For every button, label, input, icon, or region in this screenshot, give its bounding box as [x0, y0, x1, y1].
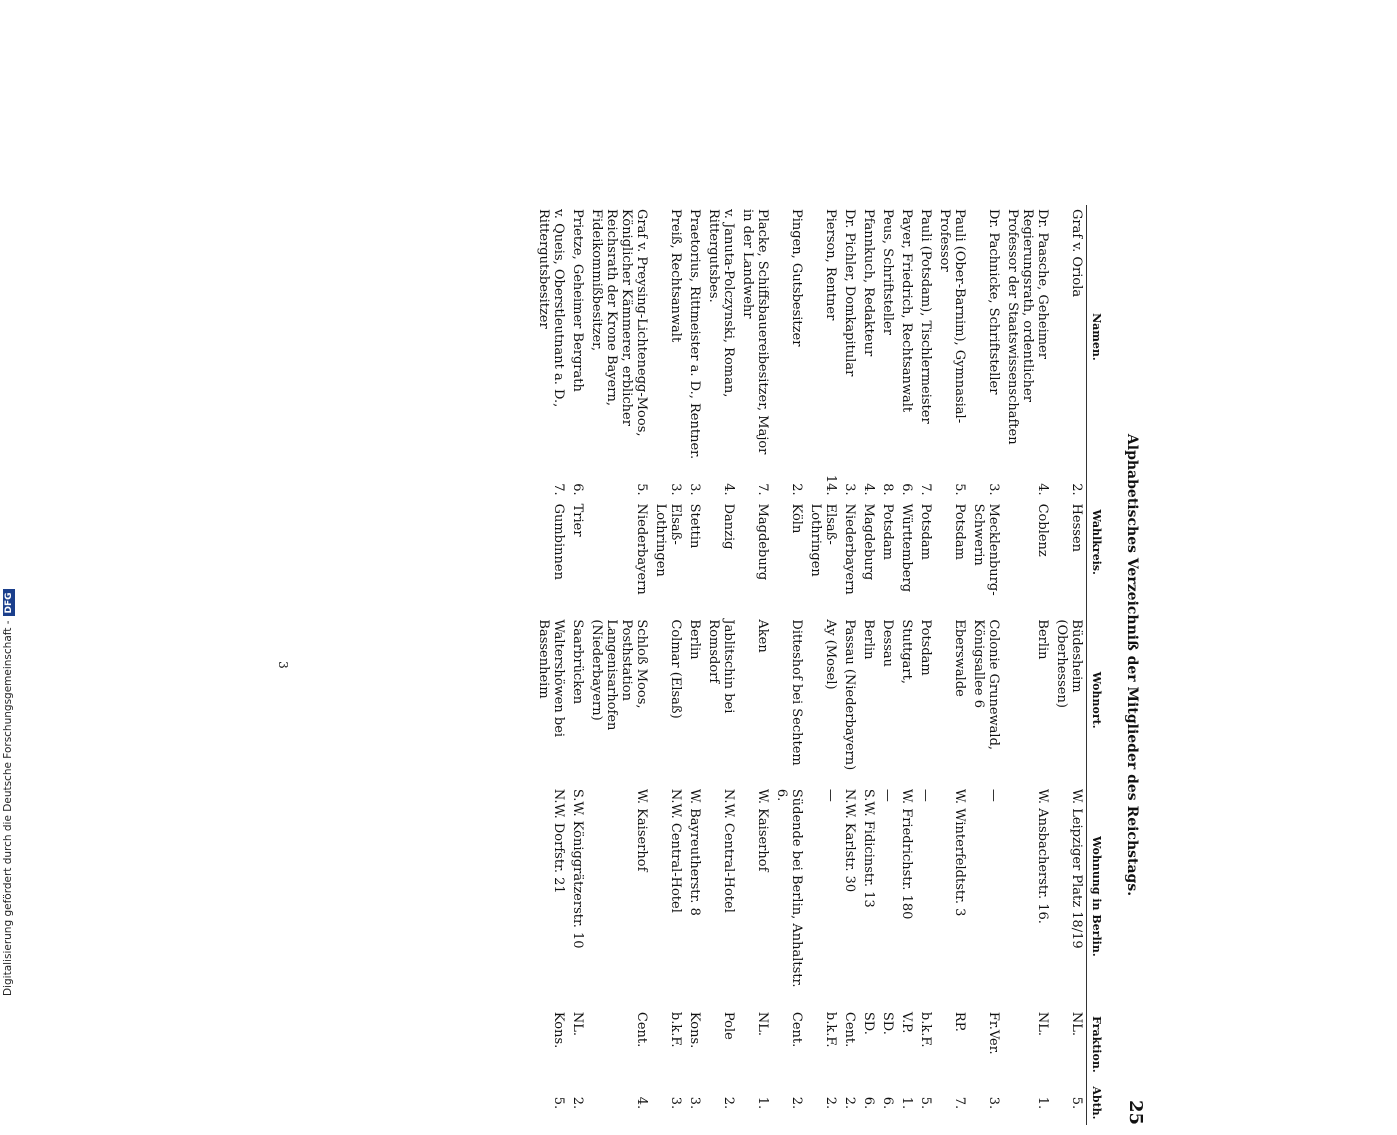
wahlkreis: Elsaß-Lothringen [808, 503, 838, 577]
abtheilung: 5. [918, 1096, 933, 1110]
fraktion: Cent. [789, 1011, 804, 1048]
member-name: Pfannkuch, Redakteur [861, 209, 876, 357]
member-name: Peus, Schriftsteller [880, 209, 895, 335]
abtheilung: 1. [755, 1096, 770, 1110]
member-name: Pauli (Potsdam), Tischlermeister [918, 209, 933, 424]
wohnort: Colmar (Elsaß) [668, 619, 683, 719]
wahlkreis: Gumbinnen [551, 503, 566, 580]
berlin-address: Südende bei Berlin, Anhaltstr. 6. [774, 788, 804, 988]
fraktion: Fr.Ver. [986, 1011, 1001, 1055]
wahlkreis-number: 2. [1069, 483, 1084, 496]
wahlkreis-number: 14. [823, 474, 838, 496]
berlin-address: N.W. Dorfstr. 21 [551, 788, 566, 894]
wohnort: Potsdam [918, 619, 933, 676]
table-row [738, 205, 772, 1125]
member-name: Pauli (Ober-Barnim), Gymnasial-Professor [937, 209, 967, 424]
berlin-address: W. Kaiserhof [755, 788, 770, 872]
table-body [534, 205, 1087, 1125]
wohnort: Berlin [1035, 619, 1050, 660]
berlin-address: N.W. Central-Hotel [721, 788, 736, 913]
member-name: Graf v. Oriola [1069, 209, 1084, 298]
wohnort: Passau (Niederbayern) [842, 619, 857, 771]
wohnort: Waltershöwen bei Bassenheim [536, 619, 566, 738]
abtheilung: 2. [721, 1096, 736, 1110]
fraktion: NL. [1069, 1011, 1084, 1037]
wohnort: Eberswalde [952, 619, 967, 697]
wahlkreis: Potsdam [952, 503, 967, 560]
wohnort: Ditteshof bei Sechtem [789, 619, 804, 766]
column-header-name: Namen. [1087, 205, 1107, 469]
column-header-wahlkreis: Wahlkreis. [1087, 469, 1107, 616]
wahlkreis-number: 2. [789, 483, 804, 496]
berlin-address: S.W. Königgrätzerstr. 10 [570, 788, 585, 949]
abtheilung: 5. [1069, 1096, 1084, 1110]
wahlkreis: Niederbayern [634, 503, 649, 595]
wohnort: Schloß Moos, Posthstation Langenisarhofen (Niederbayern) [589, 619, 649, 731]
fraktion: b.k.F. [823, 1011, 838, 1048]
table-row [897, 205, 916, 1125]
abtheilung: 5. [551, 1096, 566, 1110]
members-table [534, 205, 1106, 1125]
table-row [840, 205, 859, 1125]
document-page [270, 205, 1146, 1125]
fraktion: NL. [755, 1011, 770, 1037]
wohnort: Aken [755, 619, 770, 653]
abtheilung: 2. [842, 1096, 857, 1110]
berlin-address: W. Friedrichstr. 180 [899, 788, 914, 920]
member-name: Pierson, Rentner [823, 209, 838, 321]
fraktion: Kons. [687, 1011, 702, 1049]
abtheilung: 2. [570, 1096, 585, 1110]
wahlkreis: Magdeburg [755, 503, 770, 581]
berlin-address: — [823, 788, 838, 802]
column-header-wohnort: Wohnort. [1087, 615, 1107, 784]
abtheilung: 6. [880, 1096, 895, 1110]
abtheilung: 1. [1035, 1096, 1050, 1110]
wahlkreis-number: 4. [721, 483, 736, 496]
table-row [704, 205, 738, 1125]
column-header-berlin: Wohnung in Berlin. [1087, 785, 1107, 1008]
berlin-address: S.W. Fidicinstr. 13 [861, 788, 876, 908]
berlin-address: W. Leipziger Platz 18/19 [1069, 788, 1084, 949]
wahlkreis: Danzig [721, 503, 736, 550]
wahlkreis: Württemberg [899, 503, 914, 593]
member-name: Dr. Pichler, Domkapitular [842, 209, 857, 377]
member-name: v. Januta-Polczynski, Roman, Rittergutsbes. [706, 209, 736, 398]
abtheilung: 6. [861, 1096, 876, 1110]
berlin-address: N.W. Karlstr. 30 [842, 788, 857, 893]
berlin-address: — [918, 788, 933, 802]
abtheilung: 3. [986, 1096, 1001, 1110]
wahlkreis: Stettin [687, 503, 702, 549]
wahlkreis: Elsaß-Lothringen [653, 503, 683, 577]
table-row [685, 205, 704, 1125]
berlin-address: — [986, 788, 1001, 802]
dfg-logo: DFG [3, 589, 15, 616]
wahlkreis: Potsdam [880, 503, 895, 560]
member-name: Payer, Friedrich, Rechtsanwalt [899, 209, 914, 413]
member-name: Graf v. Preysing-Lichtenegg-Moos, Königlicher Kämmerer, erblicher Reichsrath der Krone Bayern, Fideikommißbesitzer, [589, 209, 649, 437]
member-name: Dr. Pachnicke, Schriftsteller [986, 209, 1001, 395]
wahlkreis-number: 3. [668, 483, 683, 496]
table-row [568, 205, 587, 1125]
table-row [1052, 205, 1087, 1125]
wahlkreis: Hessen [1069, 503, 1084, 553]
wahlkreis-number: 4. [1035, 483, 1050, 496]
berlin-address: W. Ansbacherstr. 16. [1035, 788, 1050, 924]
berlin-address: W. Bayreutherstr. 8 [687, 788, 702, 916]
wahlkreis-number: 5. [952, 483, 967, 496]
wahlkreis-number: 3. [842, 483, 857, 496]
caption-text: Digitalisierung gefördert durch die Deutsche Forschungsgemeinschaft - [2, 620, 14, 996]
wahlkreis: Trier [570, 503, 585, 537]
wahlkreis: Niederbayern [842, 503, 857, 595]
member-name: Prietze, Geheimer Bergrath [570, 209, 585, 392]
wohnort: Ay (Mosel) [823, 619, 838, 690]
wahlkreis: Köln [789, 503, 804, 534]
wohnort: Büdesheim (Oberhessen) [1054, 619, 1084, 708]
table-row [916, 205, 935, 1125]
wahlkreis-number: 5. [634, 483, 649, 496]
wohnort: Saarbrücken [570, 619, 585, 705]
abtheilung: 2. [789, 1096, 804, 1110]
page-footer-number: 3 [276, 661, 290, 669]
table-header-row [1087, 205, 1107, 1125]
member-name: Pingen, Gutsbesitzer [789, 209, 804, 347]
table-row [969, 205, 1003, 1125]
berlin-address: N.W. Central-Hotel [668, 788, 683, 913]
abtheilung: 7. [952, 1096, 967, 1110]
member-name: Placke, Schiffsbauereibesitzer, Major in der Landwehr [740, 209, 770, 455]
wohnort: Dessau [880, 619, 895, 667]
wahlkreis-number: 4. [861, 483, 876, 496]
wahlkreis: Magdeburg [861, 503, 876, 581]
wohnort: Berlin [687, 619, 702, 660]
wahlkreis-number: 7. [551, 483, 566, 496]
wahlkreis-number: 3. [687, 483, 702, 496]
table-row [878, 205, 897, 1125]
fraktion: Cent. [842, 1011, 857, 1048]
berlin-address: — [880, 788, 895, 802]
abtheilung: 3. [668, 1096, 683, 1110]
table-row [806, 205, 840, 1125]
fraktion: V.P. [899, 1011, 914, 1034]
wahlkreis-number: 6. [570, 483, 585, 496]
wahlkreis: Mecklenburg-Schwerin [971, 503, 1001, 596]
fraktion: SD. [880, 1011, 895, 1035]
wahlkreis-number: 6. [899, 483, 914, 496]
abtheilung: 1. [899, 1096, 914, 1110]
page-header [1108, 205, 1146, 1125]
wahlkreis: Potsdam [918, 503, 933, 560]
fraktion: RP. [952, 1011, 967, 1032]
page-number: 25 [1125, 1099, 1146, 1125]
member-name: Praetorius, Rittmeister a. D., Rentner. [687, 209, 702, 460]
table-row [859, 205, 878, 1125]
fraktion: NL. [1035, 1011, 1050, 1037]
rotated-page-container [220, 205, 1146, 1135]
fraktion: Kons. [551, 1011, 566, 1049]
page-title: Alphabetisches Verzeichniß der Mitglieder des Reichstags. [1124, 433, 1140, 897]
table-row [772, 205, 806, 1125]
table-row [935, 205, 969, 1125]
wohnort: Jablitschin bei Romsdorf [706, 619, 736, 714]
fraktion: SD. [861, 1011, 876, 1035]
member-name: v. Queis, Oberstleutnant a. D., Rittergutsbesitzer [536, 209, 566, 408]
wahlkreis-number: 8. [880, 483, 895, 496]
table-row [587, 205, 651, 1125]
fraktion: NL. [570, 1011, 585, 1037]
member-name: Preiß, Rechtsanwalt [668, 209, 683, 343]
fraktion: Cent. [634, 1011, 649, 1048]
fraktion: Pole [721, 1011, 736, 1040]
berlin-address: W. Kaiserhof [634, 788, 649, 872]
wahlkreis-number: 7. [755, 483, 770, 496]
wahlkreis: Coblenz [1035, 503, 1050, 557]
wohnort: Stuttgart, [899, 619, 914, 684]
member-name: Dr. Paasche, Geheimer Regierungsrath, ordentlicher Professor der Staatswissenschaften [1005, 209, 1050, 445]
wohnort: Colonie Grunewald, Königsallee 6 [971, 619, 1001, 751]
abtheilung: 4. [634, 1096, 649, 1110]
wahlkreis-number: 7. [918, 483, 933, 496]
berlin-address: W. Winterfeldtstr. 3 [952, 788, 967, 917]
column-header-fraktion: Fraktion. [1087, 1008, 1107, 1081]
column-header-abth: Abth. [1087, 1081, 1107, 1125]
abtheilung: 3. [687, 1096, 702, 1110]
abtheilung: 2. [823, 1096, 838, 1110]
table-row [1003, 205, 1052, 1125]
table-row [534, 205, 568, 1125]
fraktion: b.k.F. [668, 1011, 683, 1048]
wahlkreis-number: 3. [986, 483, 1001, 496]
table-row [651, 205, 685, 1125]
fraktion: b.k.F. [918, 1011, 933, 1048]
wohnort: Berlin [861, 619, 876, 660]
digitization-caption [2, 589, 15, 996]
